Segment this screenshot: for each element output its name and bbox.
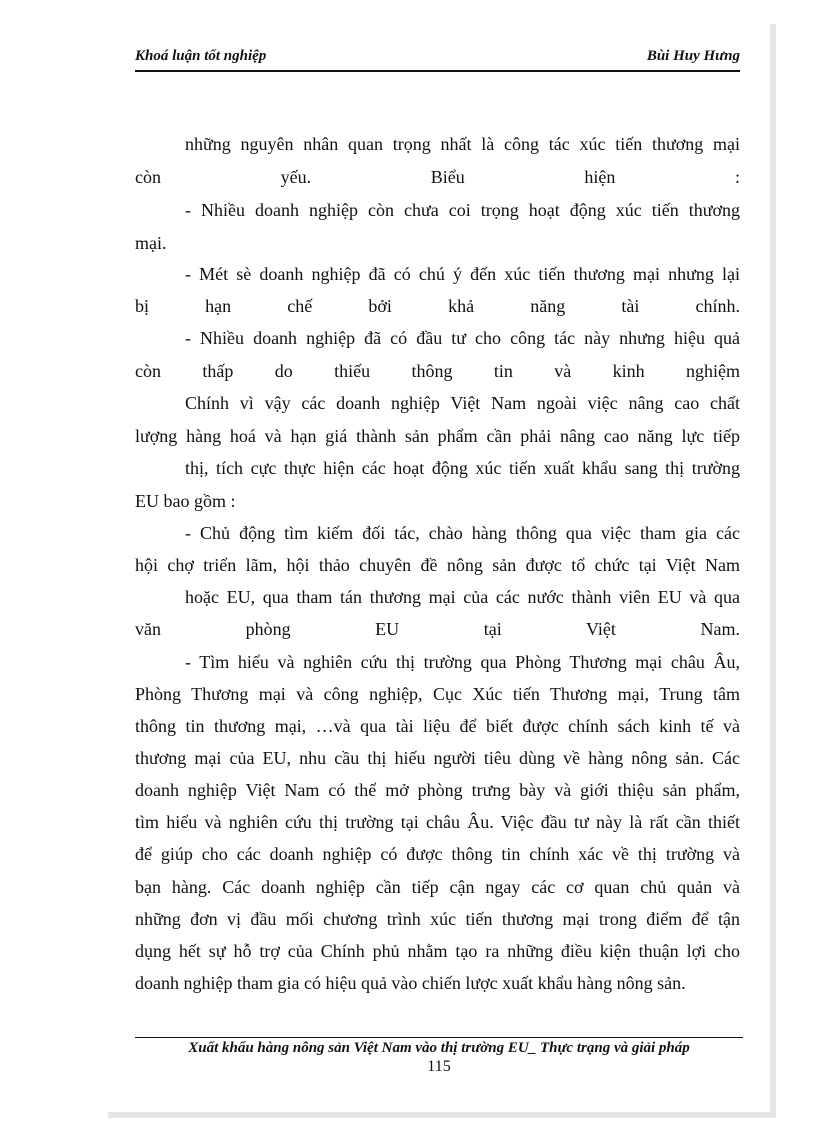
page-number: 115	[427, 1058, 451, 1075]
text-line: để giúp cho các doanh nghiệp có được thông tin chính xác về thị trường và	[135, 844, 740, 864]
text-line: EU bao gồm :	[135, 491, 236, 511]
text-line: Chính vì vậy các doanh nghiệp Việt Nam ngoài việc nâng cao chất	[185, 393, 740, 413]
footer-divider	[135, 1037, 743, 1038]
text-line: - Chủ động tìm kiếm đối tác, chào hàng thông qua việc tham gia các	[185, 523, 740, 543]
text-line: những nguyên nhân quan trọng nhất là công tác xúc tiến thương mại	[185, 134, 740, 154]
text-line: những đơn vị đầu mối chương trình xúc tiến thương mại trong điểm để tận	[135, 909, 740, 929]
text-line: tìm hiểu và nghiên cứu thị trường tại châu Âu. Việc đầu tư này là rất cần thiết	[135, 812, 740, 832]
text-line: hội chợ triển lãm, hội thảo chuyên đề nông sản được tổ chức tại Việt Nam	[135, 555, 740, 575]
header-thesis-label: Khoá luận tốt nghiệp	[135, 48, 267, 64]
text-line: lượng hàng hoá và hạn giá thành sản phẩm cần phải nâng cao năng lực tiếp	[135, 426, 740, 446]
text-line: hoặc EU, qua tham tán thương mại của các nước thành viên EU và qua	[185, 587, 740, 607]
text-line: thị, tích cực thực hiện các hoạt động xúc tiến xuất khẩu sang thị trường	[185, 458, 740, 478]
text-line: - Nhiều doanh nghiệp còn chưa coi trọng hoạt động xúc tiến thương	[185, 200, 740, 220]
text-line: - Nhiều doanh nghiệp đã có đầu tư cho công tác này nhưng hiệu quả	[185, 328, 740, 348]
text-line: - Mét sè doanh nghiệp đã có chú ý đến xúc tiến thương mại nhưng lại	[185, 264, 740, 284]
text-line: thương mại của EU, nhu cầu thị hiếu người tiêu dùng về hàng nông sản. Các	[135, 748, 740, 768]
text-line: còn yếu. Biểu hiện :	[135, 167, 740, 187]
text-line: Phòng Thương mại và công nghiệp, Cục Xúc tiến Thương mại, Trung tâm	[135, 684, 740, 704]
text-line: doanh nghiệp tham gia có hiệu quả vào chiến lược xuất khẩu hàng nông sản.	[135, 973, 686, 993]
text-line: văn phòng EU tại Việt Nam.	[135, 619, 740, 639]
text-line: mại.	[135, 233, 167, 253]
text-line: bị hạn chế bởi khả năng tài chính.	[135, 296, 740, 316]
footer-thesis-title: Xuất khẩu hàng nông sản Việt Nam vào thị trường EU_ Thực trạng và giải pháp	[188, 1040, 690, 1056]
header-divider	[135, 70, 740, 72]
text-line: doanh nghiệp Việt Nam có thể mở phòng trưng bày và giới thiệu sản phẩm,	[135, 780, 740, 800]
text-line: thông tin thương mại, …và qua tài liệu để biết được chính sách kinh tế và	[135, 716, 740, 736]
text-line: dụng hết sự hỗ trợ của Chính phủ nhằm tạo ra những điều kiện thuận lợi cho	[135, 941, 740, 961]
text-line: bạn hàng. Các doanh nghiệp cần tiếp cận ngay các cơ quan chủ quản và	[135, 877, 740, 897]
text-line: còn thấp do thiếu thông tin và kinh nghiệm	[135, 361, 740, 381]
header-author-name: Bùi Huy Hưng	[646, 48, 740, 64]
text-line: - Tìm hiểu và nghiên cứu thị trường qua Phòng Thương mại châu Âu,	[185, 652, 740, 672]
